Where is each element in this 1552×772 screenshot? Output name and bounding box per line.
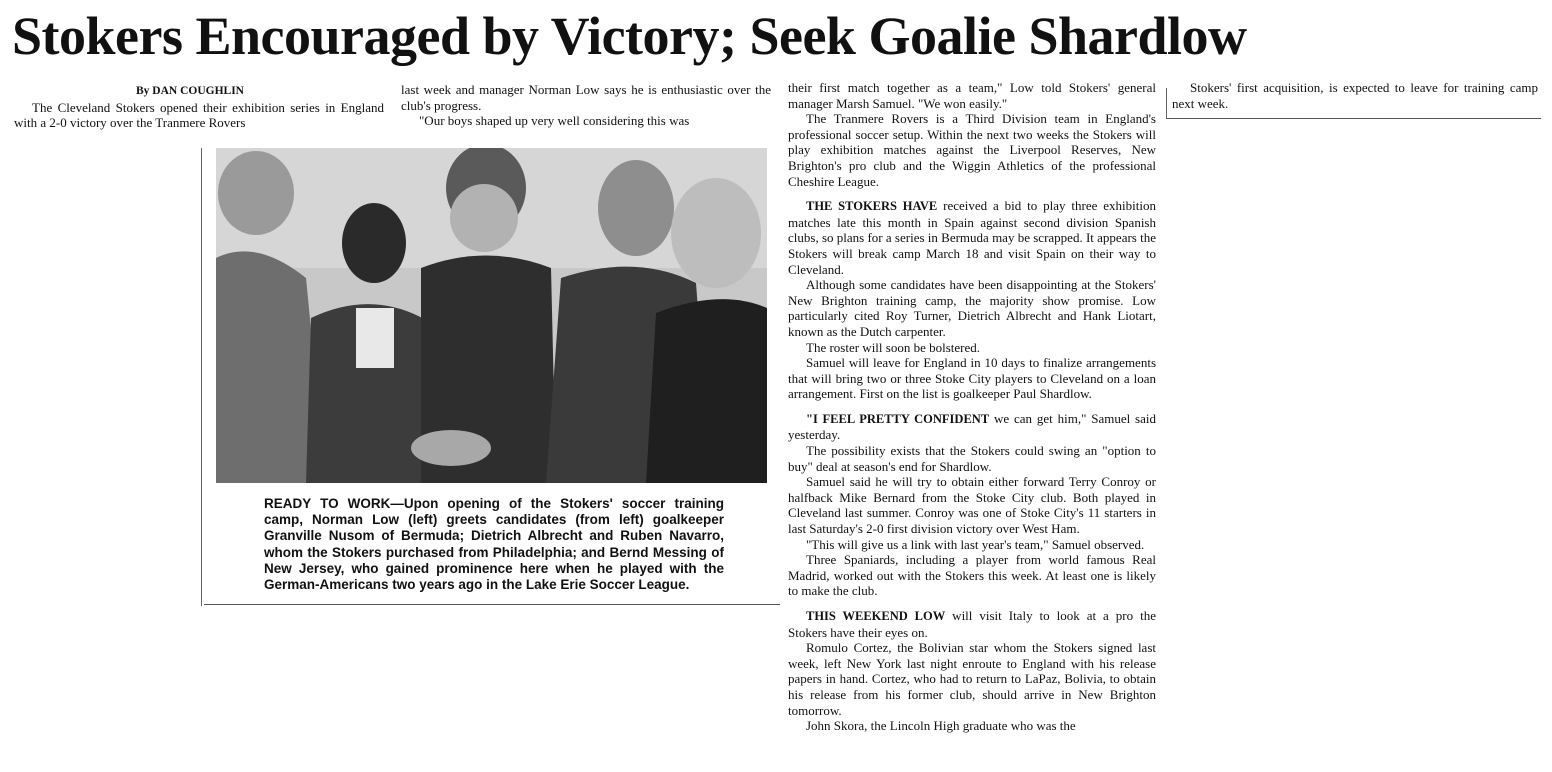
paragraph-text: Although some candidates have been disappointing at the Stokers' New Brighton training camp, the majority show promise. Low particularly cited Roy Turner, Dietrich Albrecht and Hank Liotart, known as the Dutch carpenter. — [788, 277, 1156, 339]
paragraph-text: Samuel will leave for England in 10 days to finalize arrangements that will bring two or three Stoke City players to Cleveland on a loan arrangement. First on the list is goalkeeper Paul Shardlow. — [788, 355, 1156, 402]
col3-paragraph — [788, 474, 1156, 536]
paragraph-gap — [788, 189, 1156, 198]
paragraph-text: The roster will soon be bolstered. — [806, 339, 981, 355]
paragraph-gap — [788, 402, 1156, 411]
col3-paragraph — [788, 277, 1156, 339]
col3-paragraph — [788, 198, 1156, 277]
caption-left-rule — [201, 148, 202, 606]
paragraph-text: Three Spaniards, including a player from world famous Real Madrid, worked out with the Stokers this week. At least one is likely to make the club. — [788, 552, 1156, 599]
column-4 — [1172, 80, 1538, 111]
column-1 — [14, 84, 384, 131]
col1-paragraph: The Cleveland Stokers opened their exhibition series in England with a 2-0 victory over the Tranmere Rovers — [14, 99, 384, 131]
paragraph-text: The possibility exists that the Stokers could swing an "option to buy" deal at season's end for Shardlow. — [788, 443, 1156, 474]
col3-paragraph — [788, 640, 1156, 718]
col3-paragraph — [788, 80, 1156, 111]
paragraph-text: their first match together as a team," Low told Stokers' general manager Marsh Samuel. "We won easily." — [788, 80, 1156, 111]
subhead: "I FEEL PRETTY CONFIDENT — [806, 411, 990, 426]
paragraph-text: we can get him," Samuel said yesterday. — [788, 410, 1156, 443]
team-photo-image — [216, 148, 767, 483]
col3-paragraph — [788, 718, 1156, 734]
col3-paragraph — [788, 552, 1156, 599]
col2-paragraph: last week and manager Norman Low says he is enthusiastic over the club's progress. — [401, 82, 771, 113]
column-4-bottom-rule — [1166, 118, 1541, 119]
column-3 — [788, 80, 1156, 734]
paragraph-text: will visit Italy to look at a pro the Stokers have their eyes on. — [788, 608, 1156, 640]
paragraph-text: The Tranmere Rovers is a Third Division team in England's professional soccer setup. Within the next two weeks the Stokers will play exhibition matches against the Liverpool Reserves, New Brighton's pro club and the Wiggin Athletics of the professional Cheshire League. — [788, 111, 1156, 189]
caption-bottom-rule — [204, 604, 780, 605]
subhead: THIS WEEKEND LOW — [806, 609, 946, 623]
paragraph-text: John Skora, the Lincoln High graduate who was the — [806, 718, 1076, 734]
photo-caption: READY TO WORK—Upon opening of the Stokers' soccer training camp, Norman Low (left) greets candidates (from left) goalkeeper Granville Nusom of Bermuda; Dietrich Albrecht and Ruben Navarro, whom the Stokers purchased from Philadelphia; and Bernd Messing of New Jersey, who gained prominence here when he played with the German-Americans two years ago in the Lake Erie Soccer League. — [264, 496, 724, 593]
col3-paragraph — [788, 608, 1156, 640]
paragraph-text: "This will give us a link with last year's team," Samuel observed. — [806, 536, 1145, 552]
col3-paragraph — [788, 111, 1156, 189]
col3-paragraph — [788, 443, 1156, 474]
paragraph-text: Samuel said he will try to obtain either forward Terry Conroy or halfback Mike Bernard from the Stoke City club. Both played in Cleveland last summer. Conroy was one of Stoke City's 11 starters in last Saturday's 2-0 first division victory over West Ham. — [788, 474, 1156, 537]
byline: By DAN COUGHLIN — [136, 85, 244, 97]
col2-paragraph: "Our boys shaped up very well considering this was — [419, 113, 690, 129]
col3-paragraph — [788, 340, 1156, 356]
col4-paragraph: Stokers' first acquisition, is expected to leave for training camp next week. — [1172, 80, 1538, 111]
paragraph-text: received a bid to play three exhibition matches late this month in Spain against second division Spanish clubs, so plans for a series in Bermuda may be scrapped. It appears the Stokers will break camp March 18 and visit Spain on their way to Cleveland. — [788, 198, 1156, 277]
headline: Stokers Encouraged by Victory; Seek Goalie Shardlow — [12, 6, 1247, 66]
paragraph-gap — [788, 599, 1156, 608]
col3-paragraph — [788, 537, 1156, 553]
subhead: THE STOKERS HAVE — [806, 199, 938, 214]
team-photo — [216, 148, 767, 483]
column-3-rule — [1166, 88, 1167, 118]
column-2 — [401, 82, 771, 129]
col3-paragraph — [788, 355, 1156, 402]
paragraph-text: Romulo Cortez, the Bolivian star whom the Stokers signed last week, left New York last night enroute to England with his release papers in hand. Cortez, who had to return to LaPaz, Bolivia, to obtain his release from his former club, should arrive in New Brighton tomorrow. — [788, 640, 1156, 718]
col3-paragraph — [788, 411, 1156, 443]
